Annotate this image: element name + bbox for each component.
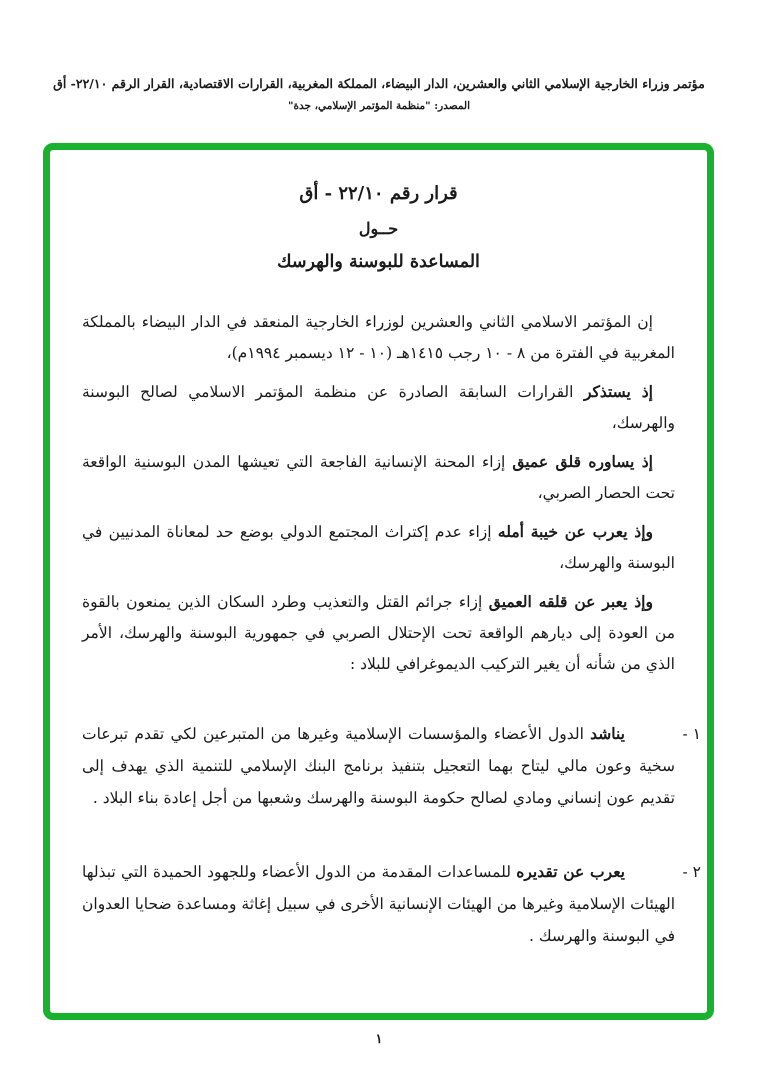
header-source-line-1: مؤتمر وزراء الخارجية الإسلامي الثاني والعشرين، الدار البيضاء، المملكة المغربية، القرارات الاقتصادية، القرار الرقم ٢٢/١٠- أق — [53, 76, 705, 91]
item-lead-2: يعرب عن تقديره — [516, 862, 625, 881]
page-number: ١ — [375, 1032, 383, 1047]
preamble-paragraph-3 — [82, 446, 675, 509]
preamble-lead-2: إذ يستذكر — [583, 382, 653, 401]
resolution-number-title: قرار رقم ٢٢/١٠ - أق — [299, 183, 458, 204]
operative-item-2 — [82, 856, 701, 952]
resolution-subject-title: المساعدة للبوسنة والهرسك — [277, 252, 480, 272]
resolution-about-title: حــول — [358, 219, 399, 238]
item-number-1: ١ - — [682, 725, 701, 743]
preamble-paragraph-5 — [82, 586, 675, 680]
item-lead-1: يناشد — [590, 724, 625, 743]
operative-item-1 — [82, 718, 701, 814]
preamble-text-1: إن المؤتمر الاسلامي الثاني والعشرين لوزراء الخارجية المنعقد في الدار البيضاء بالمملكة المغربية في الفترة من ٨ - ١٠ رجب ١٤١٥هـ (١٠ - ١٢ ديسمبر ١٩٩٤م)، — [82, 313, 675, 362]
resolution-frame — [43, 143, 714, 1020]
preamble-text-5: إزاء جرائم القتل والتعذيب وطرد السكان الذين يمنعون بالقوة من العودة إلى ديارهم الواقعة تحت الإحتلال الصربي في جمهورية البوسنة والهرسك، الأمر الذي من شأنه أن يغير التركيب الديموغرافي للبلاد : — [82, 593, 675, 673]
preamble-paragraph-1 — [82, 306, 675, 369]
preamble-lead-3: إذ يساوره قلق عميق — [512, 452, 653, 471]
resolution-body — [82, 306, 701, 952]
item-number-2: ٢ - — [682, 863, 701, 881]
header-source-line-2: المصدر: "منظمة المؤتمر الإسلامي، جدة" — [287, 100, 471, 112]
preamble-text-3: إزاء المحنة الإنسانية الفاجعة التي تعيشها المدن البوسنية الواقعة تحت الحصار الصربي، — [82, 453, 675, 502]
document-header — [30, 74, 728, 115]
preamble-lead-5: وإذ يعبر عن قلقه العميق — [488, 592, 653, 611]
preamble-paragraph-4 — [82, 516, 675, 579]
preamble-lead-4: وإذ يعرب عن خيبة أمله — [497, 522, 653, 541]
preamble-text-2: القرارات السابقة الصادرة عن منظمة المؤتمر الاسلامي لصالح البوسنة والهرسك، — [82, 383, 675, 432]
preamble-paragraph-2 — [82, 376, 675, 439]
item-text-2: للمساعدات المقدمة من الدول الأعضاء وللجهود الحميدة التي تبذلها الهيئات الإسلامية وغيرها من الهيئات الإنسانية الأخرى في سبيل إغاثة ومساعدة ضحايا العدوان في البوسنة والهرسك . — [82, 863, 675, 945]
item-text-1: الدول الأعضاء والمؤسسات الإسلامية وغيرها من المتبرعين لكي تقدم تبرعات سخية وعون مالي ليتاح بهما التعجيل بتنفيذ برنامج البنك الإسلامي للتنمية الذي يهدف إلى تقديم عون إنساني ومادي لصالح حكومة البوسنة والهرسك وشعبها من أجل إعادة بناء البلاد . — [82, 725, 675, 807]
preamble-text-4: إزاء عدم إكتراث المجتمع الدولي بوضع حد لمعاناة المدنيين في البوسنة والهرسك، — [82, 523, 675, 572]
resolution-title-block — [82, 182, 675, 274]
